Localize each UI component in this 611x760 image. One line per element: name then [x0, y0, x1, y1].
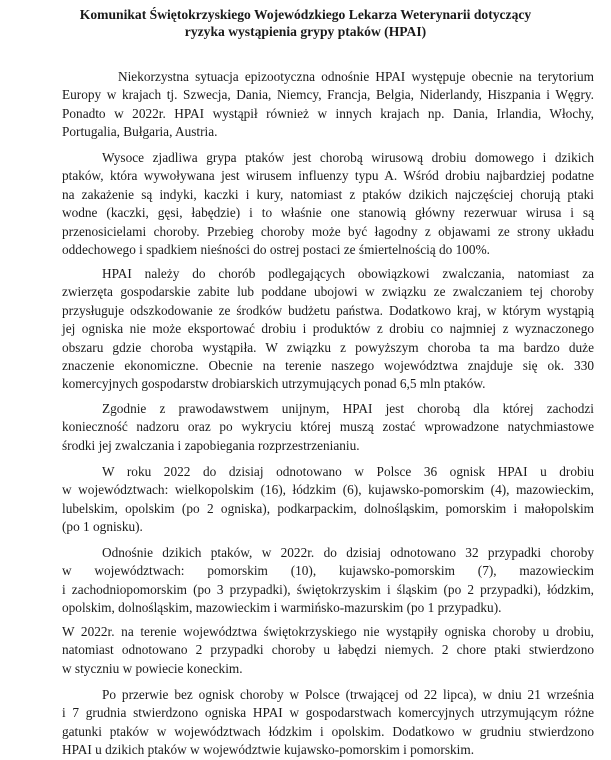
text-line: gatunki ptaków w województwach łódzkim i opolskim. Dodatkowo w grudniu stwierdzono [62, 723, 594, 739]
text-line: przenosicielami choroby. Przebieg choroby może być łagodny z objawami ze strony układu [62, 223, 594, 239]
text-line: Odnośnie dzikich ptaków, w 2022r. do dzisiaj odnotowano 32 przypadki choroby [102, 545, 594, 560]
text-line: znaczenie ekonomiczne. Obecnie na terenie naszego województwa znajduje się ok. 330 [62, 358, 594, 374]
text-line: Po przerwie bez ognisk choroby w Polsce (trwającej od 22 lipca), w dniu 21 września [102, 687, 594, 702]
text-line: w styczniu w powiecie koneckim. [62, 660, 243, 676]
paragraph-wild-birds-2022 [62, 544, 594, 618]
document-title-line-2: ryzyka wystąpienia grypy ptaków (HPAI) [184, 24, 427, 39]
text-line: na zakażenie są indyki, kaczki i kury, natomiast z ptaków dzikich najczęściej chorują ptaki [62, 186, 594, 202]
text-line: Portugalia, Bułgaria, Austria. [62, 124, 218, 140]
text-line: wodne (kaczki, gęsi, łabędzie) i to właśnie one stanowią główny rezerwuar wirusa i są [62, 205, 594, 221]
text-line: ptaków, która wywoływana jest wirusem influenzy typu A. Wśród drobiu najbardziej podatne [62, 168, 594, 184]
paragraph-epizootic-situation [62, 68, 594, 142]
paragraph-swietokrzyskie-region [62, 623, 594, 678]
text-line: oddechowego i spadkiem nieśności do ostrej postaci ze śmiertelnością do 100%. [62, 242, 490, 258]
text-line: (po 1 ognisku). [62, 519, 143, 535]
text-line: jej ogniska nie może eksportować drobiu i produktów z drobiu co najmniej z wyznaczonego [62, 321, 594, 337]
text-line: W 2022r. na terenie województwa świętokrzyskiego nie wystąpiły ogniska choroby u drobiu, [62, 624, 594, 639]
text-line: W roku 2022 do dzisiaj odnotowano w Polsce 36 ognisk HPAI u drobiu [102, 464, 594, 479]
text-line: Niekorzystna sytuacja epizootyczna odnośnie HPAI występuje obecnie na terytorium [118, 69, 594, 84]
text-line: Europy w krajach tj. Szwecja, Dania, Niemcy, Francja, Belgia, Niderlandy, Hiszpania i Węgry. [62, 87, 594, 103]
text-line: HPAI u dzikich ptaków w województwie kujawsko-pomorskim i pomorskim. [62, 742, 475, 758]
text-line: natomiast odnotowano 2 przypadki choroby u łabędzi niemych. 2 chore ptaki stwierdzono [62, 642, 594, 658]
paragraph-obligatory-control [62, 265, 594, 394]
paragraph-eu-legislation [62, 400, 594, 455]
text-line: i 7 grudnia stwierdzono ogniska HPAI w gospodarstwach komercyjnych utrzymującym różne [62, 705, 594, 721]
text-line: lubelskim, opolskim (po 2 ogniska), podkarpackim, dolnośląskim, pomorskim i małopolskim [62, 500, 594, 516]
text-line: konieczność nadzoru oraz po wykryciu której muszą zostać wprowadzone natychmiastowe [62, 419, 594, 435]
text-line: w województwach: pomorskim (10), kujawsko-pomorskim (7), mazowieckim [62, 563, 594, 579]
paragraph-disease-description [62, 149, 594, 259]
text-line: Wysoce zjadliwa grypa ptaków jest chorobą wirusową drobiu domowego i dzikich [102, 150, 594, 165]
text-line: HPAI należy do chorób podlegających obowiązkowi zwalczania, natomiast za [102, 266, 594, 281]
text-line: środki jej zwalczania i zapobiegania rozprzestrzenianiu. [62, 437, 360, 453]
text-line: opolskim, dolnośląskim, mazowieckim i warmińsko-mazurskim (po 1 przypadku). [62, 600, 502, 616]
text-line: i zachodniopomorskim (po 3 przypadki), świętokrzyskim i śląskim (po 2 przypadki), łódzkim, [62, 581, 594, 597]
text-line: komercyjnych gospodarstw drobiarskich utrzymujących ponad 6,5 mln ptaków. [62, 376, 486, 392]
text-line: Zgodnie z prawodawstwem unijnym, HPAI jest chorobą dla której zachodzi [102, 401, 594, 416]
paragraph-outbreaks-after-break [62, 686, 594, 758]
text-line: obszaru gdzie choroba wystąpiła. W związku z powyższym choroba ta ma bardzo duże [62, 339, 594, 355]
text-line: zwierzęta gospodarskie zabite lub poddane ubojowi w związku ze zwalczaniem tej choroby [62, 284, 594, 300]
text-line: przysługuje odszkodowanie ze środków budżetu państwa. Dodatkowo kraj, w którym wystąpią [62, 302, 594, 318]
text-line: Ponadto w 2022r. HPAI wystąpił również w innych krajach np. Dania, Irlandia, Włochy, [62, 105, 594, 121]
text-line: w województwach: wielkopolskim (16), łódzkim (6), kujawsko-pomorskim (4), mazowieckim, [62, 482, 594, 498]
document-title-line-1: Komunikat Świętokrzyskiego Wojewódzkiego Lekarza Weterynarii dotyczący [79, 7, 532, 22]
paragraph-poultry-outbreaks-2022 [62, 463, 594, 537]
